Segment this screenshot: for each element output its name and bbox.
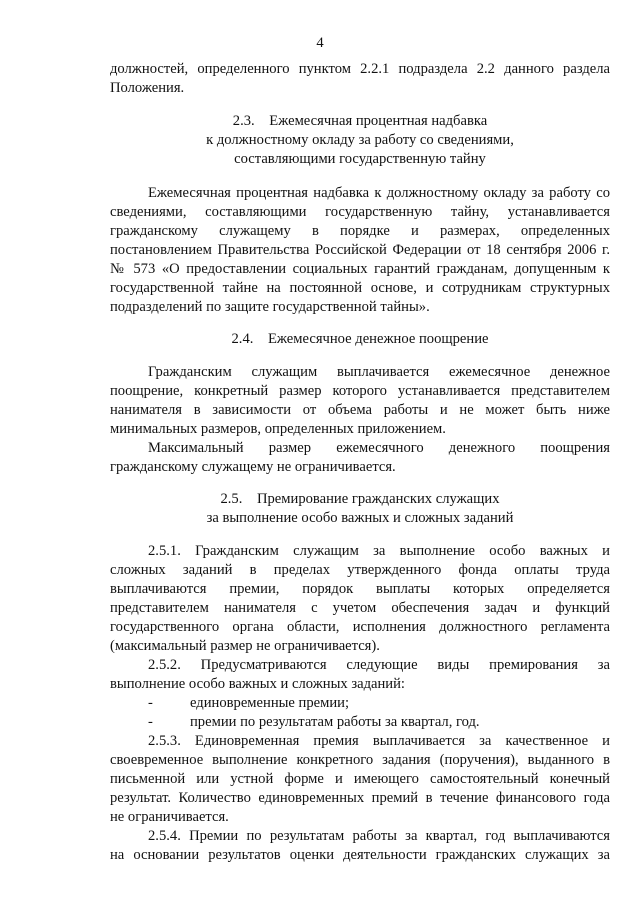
text-line: Положения. (110, 80, 185, 96)
text-line: сведениями, составляющими государственную тайну, устанавливается (110, 204, 610, 220)
list-item: единовременные премии; (190, 695, 350, 711)
text-line: Ежемесячная процентная надбавка к должностному окладу за работу со (148, 185, 610, 201)
text-line: не ограничивается. (110, 809, 229, 825)
text-line: постановлением Правительства Российской Федерации от 18 сентября 2006 г. (110, 242, 610, 258)
text-line: сложных заданий в пределах утвержденного фонда оплаты труда (110, 562, 610, 578)
text-line: выплачиваются премии, порядок выплаты которых определяется (110, 581, 610, 597)
list-dash: - (148, 695, 153, 711)
section-heading-2-5: 2.5. Премирование гражданских служащих (220, 491, 500, 507)
text-line: 2.5.3. Единовременная премия выплачивается за качественное и (148, 733, 610, 749)
text-line: своевременное выполнение конкретного задания (поручения), выданного в (110, 752, 610, 768)
section-heading-2-4: 2.4. Ежемесячное денежное поощрение (231, 331, 489, 347)
text-line: нанимателя в зависимости от объема работы и не может быть ниже (110, 402, 610, 418)
text-line: № 573 «О предоставлении социальных гарантий гражданам, допущенным к (110, 261, 610, 277)
text-line: представителем нанимателя с учетом обеспечения задач и функций (110, 600, 610, 616)
text-line: 2.5.1. Гражданским служащим за выполнение особо важных и (148, 543, 610, 559)
section-heading-2-3: составляющими государственную тайну (234, 151, 486, 167)
page-number: 4 (316, 35, 324, 51)
text-line: минимальных размеров, определенных приложением. (110, 421, 446, 437)
section-heading-2-5: за выполнение особо важных и сложных заданий (206, 510, 514, 526)
text-line: 2.5.4. Премии по результатам работы за квартал, год выплачиваются (148, 828, 610, 844)
text-line: государственного органа области, исполнения должностного регламента (110, 619, 610, 635)
list-item: премии по результатам работы за квартал, год. (190, 714, 480, 730)
text-line: выполнение особо важных и сложных заданий: (110, 676, 405, 692)
text-line: письменной или устной форме и имеющего самостоятельный конечный (110, 771, 610, 787)
text-line: на основании результатов оценки деятельности гражданских служащих за (110, 847, 610, 863)
text-line: государственной тайне на постоянной основе, и сотрудникам структурных (110, 280, 610, 296)
text-line: результат. Количество единовременных премий в течение финансового года (110, 790, 610, 806)
section-heading-2-3: к должностному окладу за работу со сведениями, (206, 132, 514, 148)
text-line: поощрение, конкретный размер которого устанавливается представителем (110, 383, 610, 399)
list-dash: - (148, 714, 153, 730)
text-line: (максимальный размер не ограничивается). (110, 638, 380, 654)
text-line: подразделений по защите государственной тайны». (110, 299, 430, 315)
text-line: 2.5.2. Предусматриваются следующие виды премирования за (148, 657, 610, 673)
text-line: гражданскому служащему не ограничивается. (110, 459, 396, 475)
text-line: Максимальный размер ежемесячного денежного поощрения (148, 440, 610, 456)
text-line: должностей, определенного пунктом 2.2.1 подраздела 2.2 данного раздела (110, 61, 610, 77)
text-line: гражданскому служащему в порядке и размерах, определенных (110, 223, 610, 239)
section-heading-2-3: 2.3. Ежемесячная процентная надбавка (232, 113, 488, 129)
text-line: Гражданским служащим выплачивается ежемесячное денежное (148, 364, 610, 380)
